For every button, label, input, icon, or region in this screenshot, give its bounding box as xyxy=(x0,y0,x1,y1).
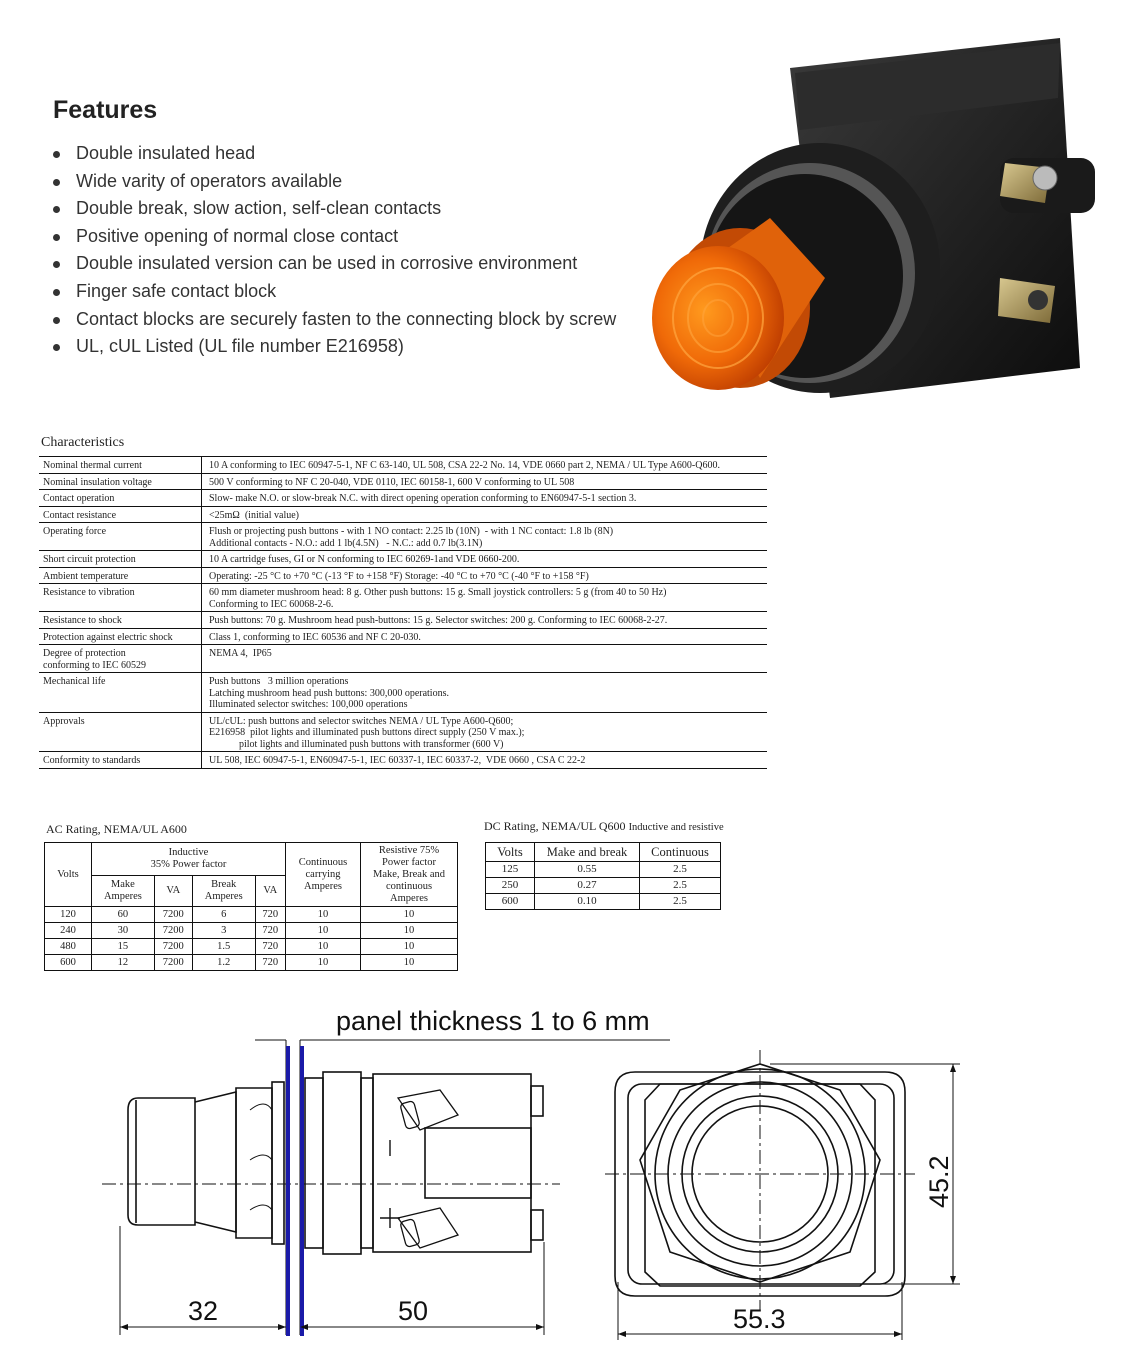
characteristics-row xyxy=(39,506,767,523)
dc-rating-cell: 0.27 xyxy=(535,878,640,894)
ac-header-inductive: Inductive 35% Power factor xyxy=(92,843,286,876)
characteristics-row xyxy=(39,673,767,713)
dim-width: 55.3 xyxy=(733,1304,786,1334)
characteristic-value: Operating: -25 °C to +70 °C (-13 °F to +158 °F) Storage: -40 °C to +70 °C (-40 °F to +158 °F) xyxy=(202,567,768,584)
characteristic-label: Mechanical life xyxy=(39,673,202,713)
ac-rating-cell: 1.2 xyxy=(192,955,255,971)
dc-rating-title-main: DC Rating, NEMA/UL Q600 xyxy=(484,819,626,833)
ac-rating-cell: 7200 xyxy=(154,939,192,955)
ac-header-va: VA xyxy=(154,876,192,907)
feature-item: Positive opening of normal close contact xyxy=(52,223,616,251)
dc-header-make-break: Make and break xyxy=(535,843,640,862)
characteristics-row xyxy=(39,473,767,490)
dc-rating-cell: 250 xyxy=(486,878,535,894)
panel-thickness-label: panel thickness 1 to 6 mm xyxy=(336,1006,650,1036)
characteristic-value: Push buttons: 70 g. Mushroom head push-buttons: 15 g. Selector switches: 200 g. Conforming to IEC 60068-2-27. xyxy=(202,612,768,629)
characteristic-value: Slow- make N.O. or slow-break N.C. with direct opening operation conforming to EN60947-5-1 section 3. xyxy=(202,490,768,507)
ac-header-resistive: Resistive 75% Power factor Make, Break and continuous Amperes xyxy=(361,843,458,907)
characteristics-row xyxy=(39,628,767,645)
characteristics-table xyxy=(39,456,767,769)
ac-rating-cell: 3 xyxy=(192,923,255,939)
ac-rating-cell: 240 xyxy=(45,923,92,939)
characteristic-value: 10 A conforming to IEC 60947-5-1, NF C 63-140, UL 508, CSA 22-2 No. 14, VDE 0660 part 2, NEMA / UL Type A600-Q600. xyxy=(202,457,768,474)
feature-item: Finger safe contact block xyxy=(52,278,616,306)
dc-rating-cell: 0.10 xyxy=(535,894,640,910)
dc-rating-cell: 2.5 xyxy=(640,862,721,878)
ac-rating-cell: 10 xyxy=(286,907,361,923)
dc-rating-cell: 2.5 xyxy=(640,894,721,910)
characteristic-value: Flush or projecting push buttons - with 1 NO contact: 2.25 lb (10N) - with 1 NC contact: 1.8 lb (8N) Additional contacts - N.O.: add 1 lb(4.5N) - N.C.: add 0.7 lb(3.1N) xyxy=(202,523,768,551)
characteristic-value: 60 mm diameter mushroom head: 8 g. Other push buttons: 15 g. Small joystick controllers: 5 g (from 40 to 50 Hz) Conforming to IEC 60068-2-6. xyxy=(202,584,768,612)
ac-rating-cell: 7200 xyxy=(154,923,192,939)
characteristics-row xyxy=(39,551,767,568)
ac-rating-cell: 10 xyxy=(286,923,361,939)
dc-rating-row xyxy=(486,878,721,894)
ac-rating-row xyxy=(45,939,458,955)
dc-rating-cell: 2.5 xyxy=(640,878,721,894)
characteristics-row xyxy=(39,612,767,629)
dc-rating-row xyxy=(486,894,721,910)
characteristic-value: Class 1, conforming to IEC 60536 and NF C 20-030. xyxy=(202,628,768,645)
feature-item: Double break, slow action, self-clean contacts xyxy=(52,195,616,223)
dc-rating-row xyxy=(486,862,721,878)
ac-header-make: Make Amperes xyxy=(92,876,155,907)
ac-rating-cell: 720 xyxy=(255,955,285,971)
dim-body-length: 50 xyxy=(398,1296,429,1326)
dc-header-volts: Volts xyxy=(486,843,535,862)
ac-rating-cell: 10 xyxy=(286,939,361,955)
characteristic-label: Protection against electric shock xyxy=(39,628,202,645)
ac-rating-cell: 7200 xyxy=(154,907,192,923)
characteristic-value: NEMA 4, IP65 xyxy=(202,645,768,673)
characteristics-row xyxy=(39,584,767,612)
characteristic-label: Ambient temperature xyxy=(39,567,202,584)
feature-item: Double insulated version can be used in corrosive environment xyxy=(52,250,616,278)
ac-rating-cell: 60 xyxy=(92,907,155,923)
characteristic-value: 500 V conforming to NF C 20-040, VDE 0110, IEC 60158-1, 600 V conforming to UL 508 xyxy=(202,473,768,490)
features-title: Features xyxy=(53,96,158,124)
ac-rating-cell: 720 xyxy=(255,907,285,923)
characteristic-value: <25mΩ (initial value) xyxy=(202,506,768,523)
characteristics-row xyxy=(39,645,767,673)
characteristic-label: Contact resistance xyxy=(39,506,202,523)
ac-rating-cell: 720 xyxy=(255,923,285,939)
characteristic-value: Push buttons 3 million operations Latching mushroom head push buttons: 300,000 operations. Illuminated selector switches: 100,000 operations xyxy=(202,673,768,713)
characteristics-row xyxy=(39,490,767,507)
push-button-photo xyxy=(640,18,1110,408)
ac-rating-cell: 7200 xyxy=(154,955,192,971)
feature-item: UL, cUL Listed (UL file number E216958) xyxy=(52,333,616,361)
ac-rating-cell: 10 xyxy=(286,955,361,971)
ac-rating-title: AC Rating, NEMA/UL A600 xyxy=(46,822,187,836)
characteristic-value: 10 A cartridge fuses, GI or N conforming to IEC 60269-1and VDE 0660-200. xyxy=(202,551,768,568)
ac-header-continuous: Continuous carrying Amperes xyxy=(286,843,361,907)
characteristic-label: Contact operation xyxy=(39,490,202,507)
ac-rating-cell: 10 xyxy=(361,955,458,971)
ac-rating-cell: 10 xyxy=(361,939,458,955)
characteristic-label: Operating force xyxy=(39,523,202,551)
feature-item: Double insulated head xyxy=(52,140,616,168)
ac-rating-cell: 30 xyxy=(92,923,155,939)
characteristic-label: Conformity to standards xyxy=(39,752,202,769)
characteristics-row xyxy=(39,712,767,752)
characteristic-label: Resistance to shock xyxy=(39,612,202,629)
ac-rating-table xyxy=(44,842,458,971)
dc-rating-table xyxy=(485,842,721,910)
ac-rating-cell: 600 xyxy=(45,955,92,971)
ac-rating-cell: 10 xyxy=(361,907,458,923)
dc-rating-cell: 125 xyxy=(486,862,535,878)
feature-item: Wide varity of operators available xyxy=(52,168,616,196)
ac-rating-cell: 120 xyxy=(45,907,92,923)
dim-height: 45.2 xyxy=(924,1155,954,1208)
characteristics-row xyxy=(39,523,767,551)
characteristic-label: Nominal thermal current xyxy=(39,457,202,474)
dc-rating-cell: 600 xyxy=(486,894,535,910)
dc-rating-subtitle: Inductive and resistive xyxy=(628,822,724,833)
ac-rating-row xyxy=(45,907,458,923)
ac-rating-cell: 15 xyxy=(92,939,155,955)
characteristic-label: Approvals xyxy=(39,712,202,752)
dim-front-length: 32 xyxy=(188,1296,219,1326)
dimension-drawing xyxy=(0,990,1122,1352)
dc-rating-cell: 0.55 xyxy=(535,862,640,878)
ac-rating-cell: 480 xyxy=(45,939,92,955)
feature-item: Contact blocks are securely fasten to the connecting block by screw xyxy=(52,306,616,334)
ac-rating-cell: 6 xyxy=(192,907,255,923)
ac-rating-cell: 10 xyxy=(361,923,458,939)
dc-rating-title xyxy=(484,819,724,834)
characteristics-row xyxy=(39,567,767,584)
characteristic-label: Nominal insulation voltage xyxy=(39,473,202,490)
dc-header-continuous: Continuous xyxy=(640,843,721,862)
characteristics-row xyxy=(39,752,767,769)
ac-header-volts: Volts xyxy=(45,843,92,907)
ac-rating-cell: 12 xyxy=(92,955,155,971)
ac-header-va-2: VA xyxy=(255,876,285,907)
ac-rating-cell: 1.5 xyxy=(192,939,255,955)
ac-rating-row xyxy=(45,955,458,971)
characteristic-label: Short circuit protection xyxy=(39,551,202,568)
characteristic-value: UL 508, IEC 60947-5-1, EN60947-5-1, IEC 60337-1, IEC 60337-2, VDE 0660 , CSA C 22-2 xyxy=(202,752,768,769)
characteristic-label: Degree of protection conforming to IEC 60529 xyxy=(39,645,202,673)
characteristic-label: Resistance to vibration xyxy=(39,584,202,612)
characteristic-value: UL/cUL: push buttons and selector switches NEMA / UL Type A600-Q600; E216958 pilot lights and illuminated push buttons direct supply (250 V max.); pilot lights and illuminated push buttons with transformer (600 V) xyxy=(202,712,768,752)
characteristics-title: Characteristics xyxy=(41,435,125,450)
features-list xyxy=(52,140,616,361)
ac-header-break: Break Amperes xyxy=(192,876,255,907)
characteristics-row xyxy=(39,457,767,474)
ac-rating-row xyxy=(45,923,458,939)
ac-rating-cell: 720 xyxy=(255,939,285,955)
